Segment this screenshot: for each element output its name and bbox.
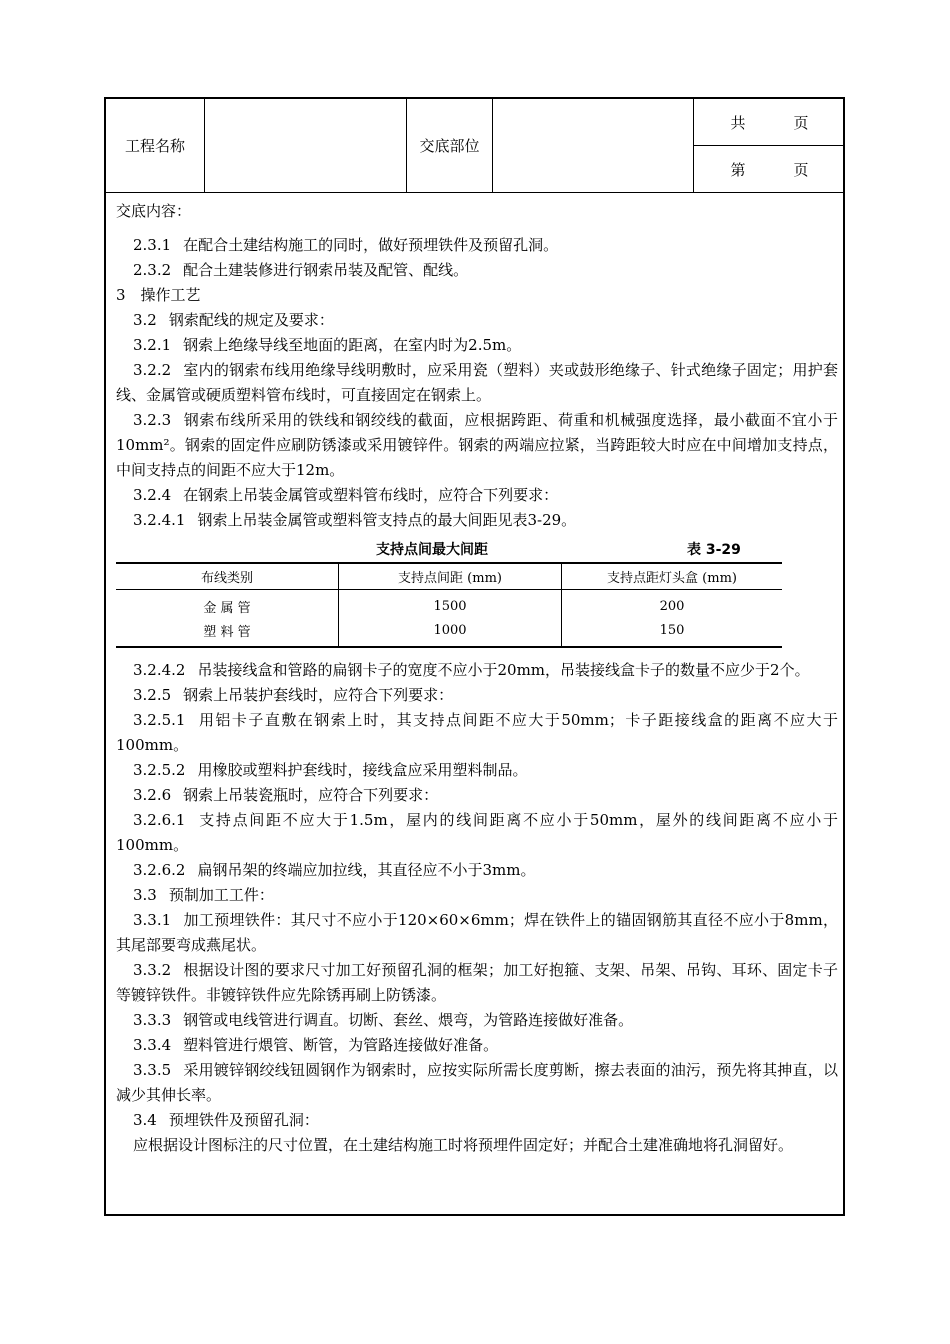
paragraph: 3.2.6.2 扁钢吊架的终端应加拉线，其直径应不小于3mm。 xyxy=(133,861,536,879)
paragraph: 2.3.2 配合土建装修进行钢索吊装及配管、配线。 xyxy=(133,261,469,279)
handover-content xyxy=(116,199,838,1158)
intro: 交底内容： xyxy=(116,202,192,220)
paragraph: 3.2.2 室内的钢索布线用绝缘导线明敷时，应采用瓷（塑料）夹或鼓形绝缘子、针式绝缘子固定；用护套线、金属管或硬质塑料管布线时，可直接固定在钢索上。 xyxy=(116,361,838,404)
paragraph: 3.2.4.1 钢索上吊装金属管或塑料管支持点的最大间距见表3-29。 xyxy=(133,511,577,529)
handover-part-value[interactable] xyxy=(493,99,694,192)
total-pages: 共 页 xyxy=(730,113,809,132)
table-row xyxy=(116,618,782,647)
table-row xyxy=(116,590,782,619)
table-title: 支持点间最大间距 xyxy=(376,542,488,558)
paragraph: 3.2.1 钢索上绝缘导线至地面的距离，在室内时为2.5m。 xyxy=(133,336,522,354)
paragraph: 3.2 钢索配线的规定及要求： xyxy=(133,311,334,329)
table-caption xyxy=(116,539,782,561)
handover-form xyxy=(104,97,845,1216)
page-count-cell xyxy=(694,99,845,192)
table-cell: 1500 xyxy=(339,590,562,619)
paragraph: 3.2.5.2 用橡胶或塑料护套线时，接线盒应采用塑料制品。 xyxy=(133,761,528,779)
table-header-row xyxy=(116,563,782,590)
spacing-table xyxy=(116,562,782,648)
paragraph: 3.2.6 钢索上吊装瓷瓶时，应符合下列要求： xyxy=(133,786,439,804)
table-header: 布线类别 xyxy=(116,563,339,590)
table-header: 支持点距灯头盒 (mm) xyxy=(562,563,783,590)
paragraph: 3.3.3 钢管或电线管进行调直。切断、套丝、煨弯，为管路连接做好准备。 xyxy=(133,1011,634,1029)
paragraph: 3.2.3 钢索布线所采用的铁线和钢绞线的截面，应根据跨距、荷重和机械强度选择，最小截面不宜小于10mm²。钢索的固定件应刷防锈漆或采用镀锌件。钢索的两端应拉紧，当跨距较大时应在中间增加支持点，中间支持点的间距不应大于12m。 xyxy=(116,411,838,479)
paragraph: 3.2.4.2 吊装接线盒和管路的扁钢卡子的宽度不应小于20mm，吊装接线盒卡子的数量不应少于2个。 xyxy=(133,661,810,679)
paragraph: 3.3.5 采用镀锌钢绞线钮圆钢作为钢索时，应按实际所需长度剪断，擦去表面的油污，预先将其抻直，以减少其伸长率。 xyxy=(116,1061,838,1104)
table-number: 表 3-29 xyxy=(687,542,741,558)
paragraph: 3.3.2 根据设计图的要求尺寸加工好预留孔洞的框架；加工好抱箍、支架、吊架、吊钩、耳环、固定卡子等镀锌铁件。非镀锌铁件应先除锈再刷上防锈漆。 xyxy=(116,961,838,1004)
paragraph: 3.3 预制加工工件： xyxy=(133,886,274,904)
paragraph: 3.3.1 加工预埋铁件：其尺寸不应小于120×60×6mm；焊在铁件上的锚固钢筋其直径不应小于8mm，其尾部要弯成燕尾状。 xyxy=(116,911,838,954)
table-header: 支持点间距 (mm) xyxy=(339,563,562,590)
handover-part-label: 交底部位 xyxy=(407,99,493,192)
paragraph: 3.2.5 钢索上吊装护套线时，应符合下列要求： xyxy=(133,686,454,704)
paragraph: 2.3.1 在配合土建结构施工的同时，做好预埋铁件及预留孔洞。 xyxy=(133,236,559,254)
project-name-label: 工程名称 xyxy=(106,99,205,192)
paragraph: 3.3.4 塑料管进行煨管、断管，为管路连接做好准备。 xyxy=(133,1036,499,1054)
paragraph: 3.2.6.1 支持点间距不应大于1.5m，屋内的线间距离不应小于50mm，屋外的线间距离不应小于100mm。 xyxy=(116,811,838,854)
table-cell: 200 xyxy=(659,598,685,614)
table-cell: 1000 xyxy=(339,618,562,647)
project-name-value[interactable] xyxy=(205,99,407,192)
table-cell: 塑 料 管 xyxy=(116,618,339,647)
table-cell: 金 属 管 xyxy=(116,590,339,619)
paragraph: 3.2.5.1 用铝卡子直敷在钢索上时，其支持点间距不应大于50mm；卡子距接线盒的距离不应大于100mm。 xyxy=(116,711,838,754)
page-number: 第 页 xyxy=(694,145,845,192)
paragraph: 3.2.4 在钢索上吊装金属管或塑料管布线时，应符合下列要求： xyxy=(133,486,559,504)
table-cell: 150 xyxy=(562,618,783,647)
paragraph: 应根据设计图标注的尺寸位置，在土建结构施工时将预埋件固定好；并配合土建准确地将孔洞留好。 xyxy=(133,1136,794,1154)
paragraph: 3.4 预埋铁件及预留孔洞： xyxy=(133,1111,319,1129)
form-header xyxy=(106,99,843,193)
section-heading: 3 操作工艺 xyxy=(116,286,201,304)
